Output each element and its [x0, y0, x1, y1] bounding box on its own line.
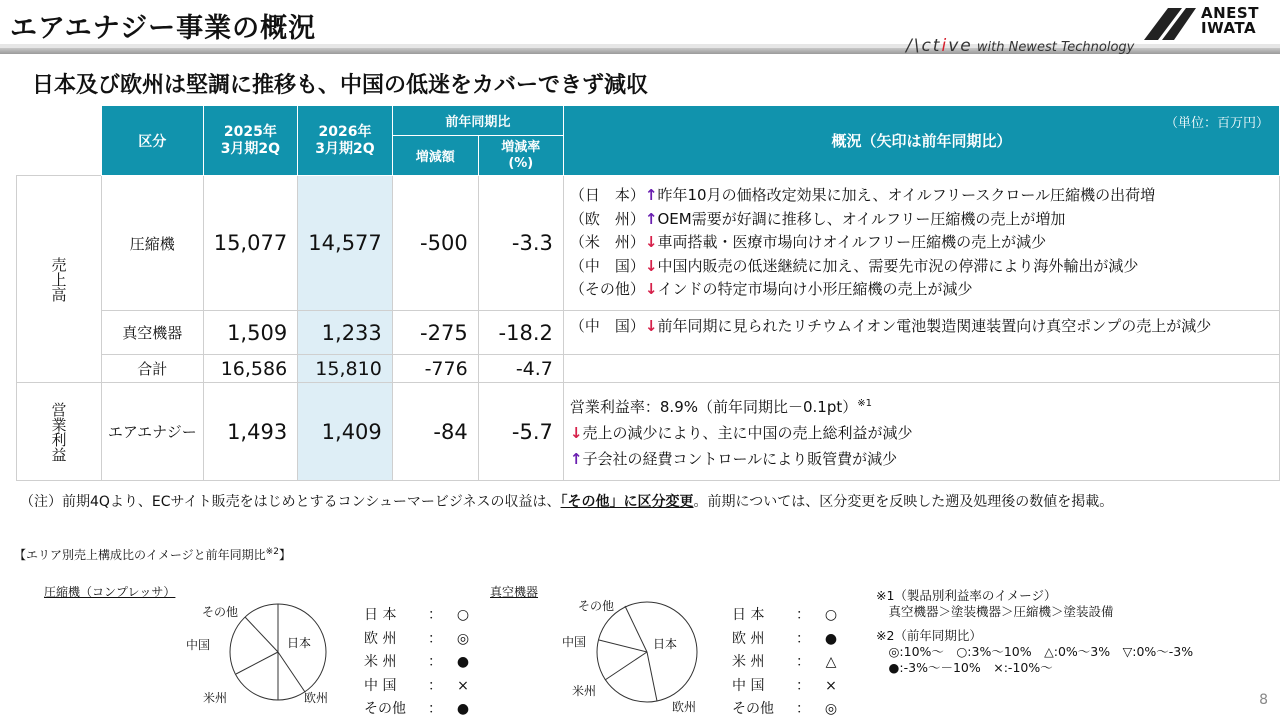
cell-diff: -776: [392, 355, 478, 383]
row-label: エアエナジー: [102, 383, 204, 481]
pie-label: 欧州: [672, 700, 697, 714]
cell-rate: -3.3: [478, 176, 563, 311]
row-label: 合計: [102, 355, 204, 383]
row-label: 圧縮機: [102, 176, 204, 311]
pie-label: 中国: [562, 635, 587, 649]
table-row: [17, 355, 1280, 383]
table-row: [17, 176, 1280, 311]
pie-label: その他: [202, 605, 239, 619]
subtitle: 日本及び欧州は堅調に推移も、中国の低迷をカバーできず減収: [32, 73, 649, 98]
compressor-pie-title: 圧縮機（コンプレッサ）: [44, 585, 176, 599]
pie-label: 中国: [186, 638, 211, 652]
compressor-legend: 日 本 ： ○ 欧 州 ： ◎ 米 州 ： ● 中 国 ： × その他 ： ●: [364, 607, 470, 717]
pie-label: 米州: [203, 691, 228, 705]
header-2026: 2026年 3月期2Q: [298, 106, 393, 176]
cell-2025: 1,493: [203, 383, 298, 481]
tagline: /\ctive with Newest Technology: [906, 36, 1135, 56]
compressor-overview: （日 本）↑昨年10月の価格改定効果に加え、オイルフリースクロール圧縮機の出荷増 （欧 州）↑OEM需要が好調に推移し、オイルフリー圧縮機の売上が増加 （米 州）↓車両搭載・医療市場向けオイルフリー圧縮機の売上が減少 （中 国）↓中国内販売の低迷継続に加え、需要先市況の停滞により海外輸出が減少 （その他）↓インドの特定市場向け小形圧縮機の売上が減少: [563, 176, 1279, 311]
pie-label: 日本: [287, 636, 312, 650]
header-yoy: 前年同期比: [392, 106, 563, 136]
cell-2026: 1,233: [298, 311, 393, 355]
vacuum-pie-title: 真空機器: [490, 585, 539, 599]
header-diff: 増減額: [392, 136, 478, 176]
cell-2026: 14,577: [298, 176, 393, 311]
page-title: エアエナジー事業の概況: [10, 13, 317, 44]
header-2025: 2025年 3月期2Q: [203, 106, 298, 176]
cell-2025: 1,509: [203, 311, 298, 355]
op-profit-overview: 営業利益率：8.9%（前年同期比－0.1pt）$^{※1}$ ↓売上の減少により、主に中国の売上総利益が減少 ↑子会社の経費コントロールにより販管費が減少: [563, 383, 1279, 481]
vacuum-legend: 日 本 ： ○ 欧 州 ： ● 米 州 ： △ 中 国 ： × その他 ： ◎: [732, 607, 838, 717]
cell-rate: -4.7: [478, 355, 563, 383]
summary-table: [16, 105, 1280, 481]
note: （注）前期4Qより、ECサイト販売をはじめとするコンシューマービジネスの収益は、「その他」に区分変更。前期については、区分変更を反映した遡及処理後の数値を掲載。: [20, 494, 1114, 510]
cell-2026: 15,810: [298, 355, 393, 383]
cell-diff: -275: [392, 311, 478, 355]
vacuum-pie-chart: [595, 600, 699, 704]
cell-2026: 1,409: [298, 383, 393, 481]
cell-rate: -18.2: [478, 311, 563, 355]
cell-2025: 16,586: [203, 355, 298, 383]
cell-2025: 15,077: [203, 176, 298, 311]
pie-label: 日本: [653, 637, 678, 651]
footnotes: ※1（製品別利益率のイメージ） 真空機器＞塗装機器＞圧縮機＞塗装設備 ※2（前年同期比） ◎:10%～ ○:3%～10% △:0%～3% ▽:0%～-3% ●:-3%～－10% ×:-10%～: [876, 588, 1194, 675]
pie-label: 欧州: [304, 691, 329, 705]
company-logo-text: ANEST IWATA: [1201, 4, 1259, 37]
vacuum-overview: （中 国）↓前年同期に見られたリチウムイオン電池製造関連装置向け真空ポンプの売上が減少: [563, 311, 1279, 355]
header-category: 区分: [102, 106, 204, 176]
row-label: 真空機器: [102, 311, 204, 355]
table-row: [17, 311, 1280, 355]
compressor-pie-chart: [228, 602, 328, 702]
cell-diff: -84: [392, 383, 478, 481]
group-label-op-profit: 営業利益: [17, 383, 102, 481]
group-label-sales: 売上高: [17, 176, 102, 383]
area-section-title: 【エリア別売上構成比のイメージと前年同期比$^{※2}$】: [14, 547, 291, 562]
header-rate: 増減率 (%): [478, 136, 563, 176]
cell-rate: -5.7: [478, 383, 563, 481]
pie-label: 米州: [572, 684, 597, 698]
table-row: [17, 383, 1280, 481]
cell-diff: -500: [392, 176, 478, 311]
pie-label: その他: [578, 599, 615, 613]
page-number: 8: [1259, 692, 1268, 708]
unit-label: （単位：百万円）: [1164, 116, 1269, 131]
header-overview: 概況（矢印は前年同期比） （単位：百万円）: [563, 106, 1279, 176]
